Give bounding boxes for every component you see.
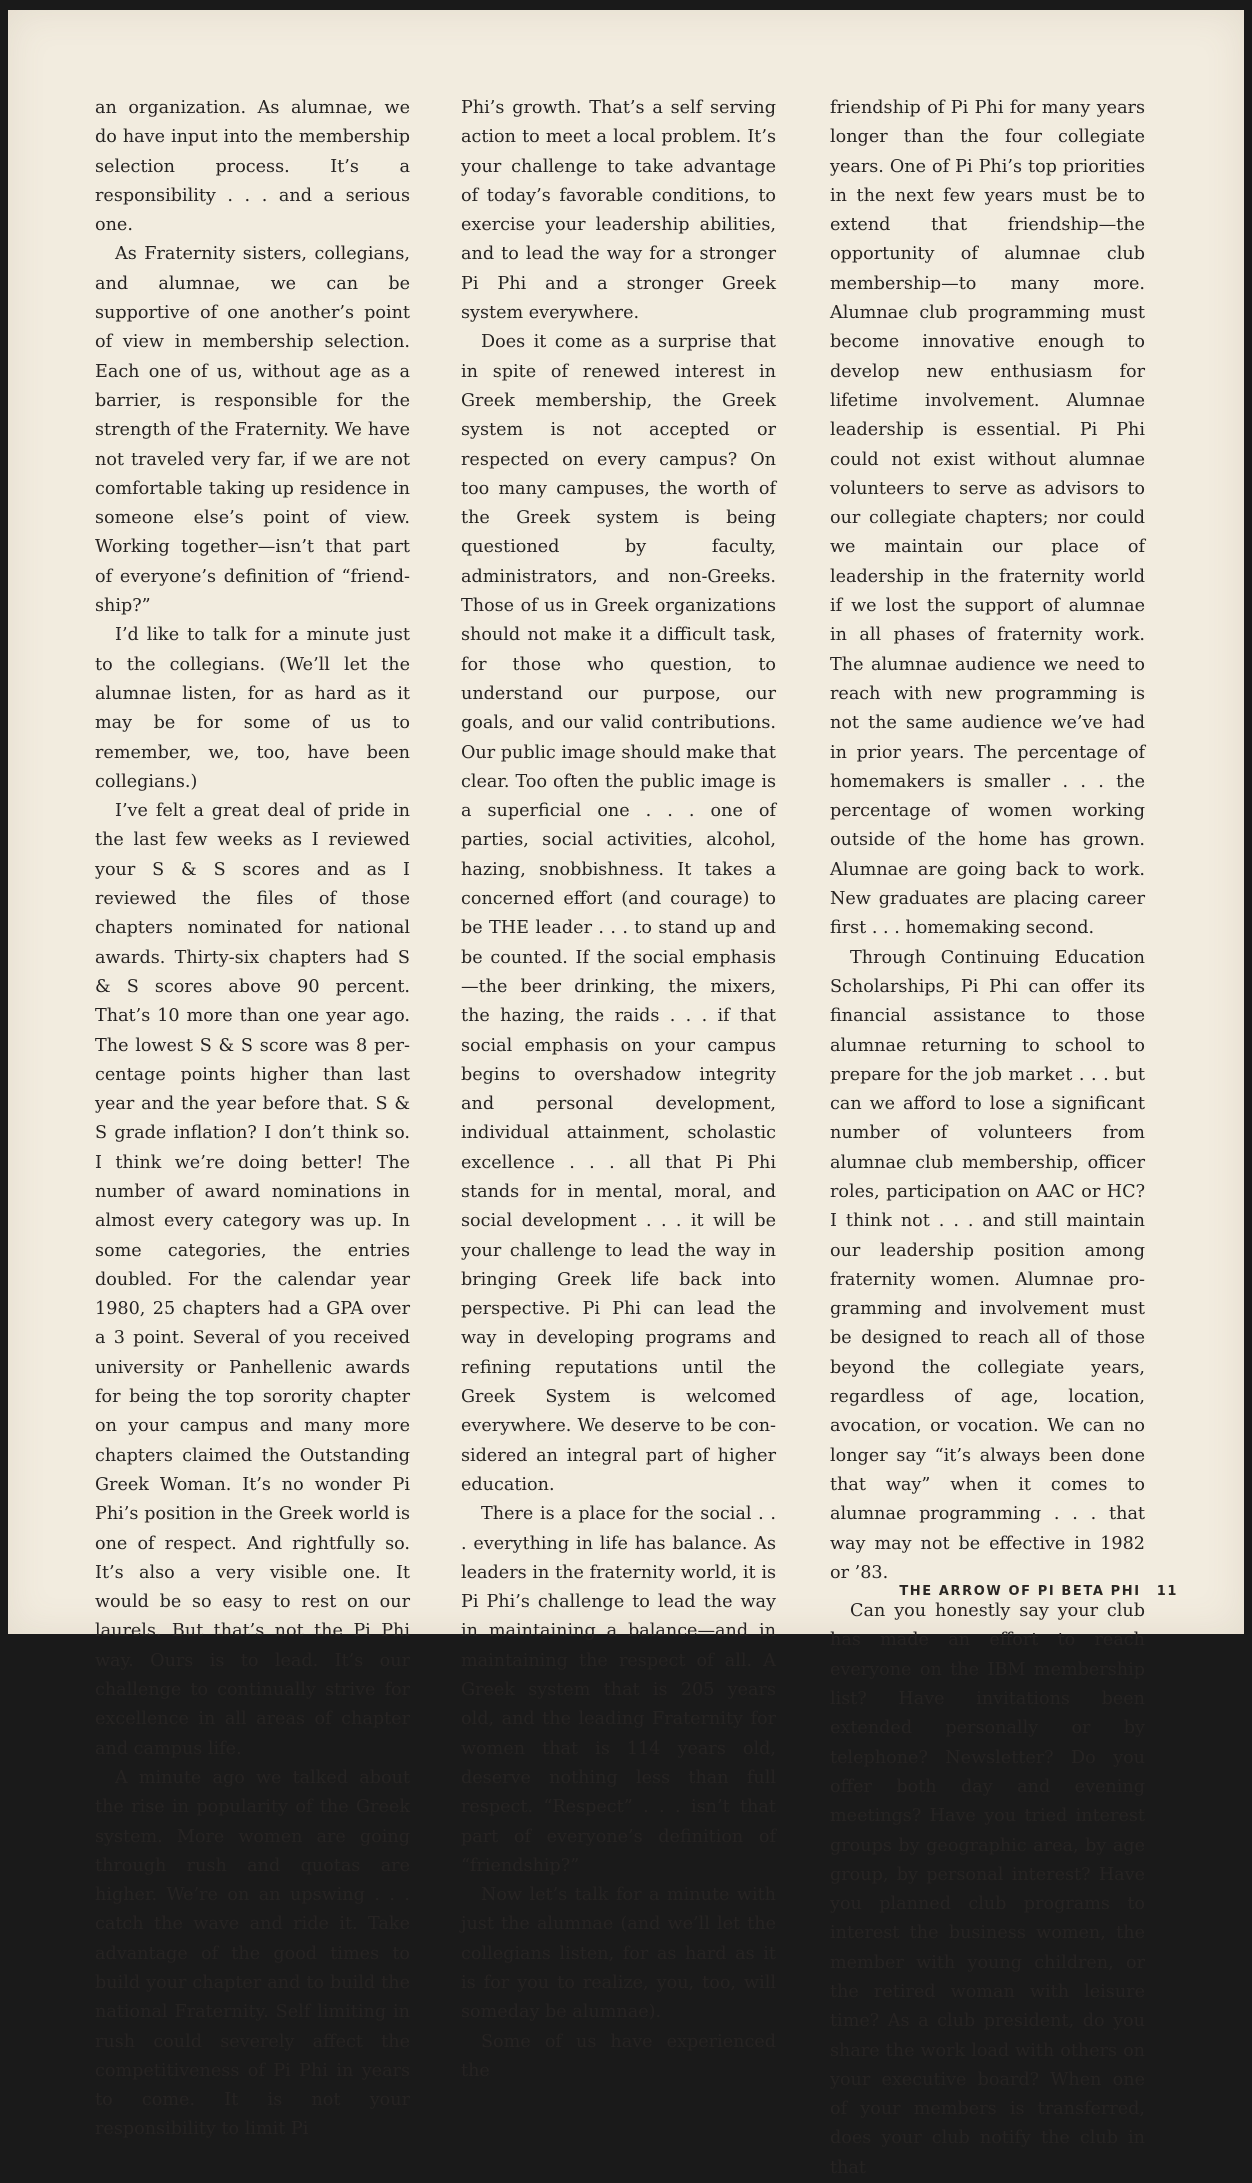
paragraph: Can you honestly say your club has made an effort to reach everyone on the IBM membership list? Have invitations been extended personally or by telephone? Newsletter? Do you offer both day and evening meetings? Have you tried interest groups by geographic area, by age group, by personal interest? Have you planned club programs to interest the business women, the member with young children, or the retired woman with leisure time? As a club president, do you share the work load with others on your executive board? When one of your members is transferred, does your club notify the club in that [830,1601,1145,2178]
text-column-3 [830,94,1145,2183]
paragraph: Some of us have experienced the [461,2031,776,2081]
paragraph: an organization. As alumnae, we do have input into the membership selection process. It’s a responsibility . . . and a serious one. [95,98,410,236]
paragraph: I’ve felt a great deal of pride in the last few weeks as I reviewed your S & S scores and as I reviewed the files of those chapters nominated for national awards. Thirty-six chapters had S & S scores above 90 percent. That’s 10 more than one year ago. The lowest S & S score was 8 percentage points higher than last year and the year before that. S & S grade inflation? I don’t think so. I think we’re doing better! The number of award nominations in almost every category was up. In some categories, the entries doubled. For the calendar year 1980, 25 chapters had a GPA over a 3 point. Several of you received university or Panhellenic awards for being the top sorority chapter on your campus and many more chapters claimed the Outstanding Greek Woman. It’s no wonder Pi Phi’s position in the Greek world is one of respect. And rightfully so. It’s also a very visible one. It would be so easy to rest on our laurels. But that’s not the Pi Phi way. Ours is to lead. It’s our challenge to continually strive for excellence in all areas of chapter and campus life. [95,801,410,1759]
paragraph: Phi’s growth. That’s a self serving action to meet a local problem. It’s your challenge to take advantage of today’s favorable conditions, to exercise your leadership abilities, and to lead the way for a stronger Pi Phi and a stronger Greek system everywhere. [461,98,776,324]
page-footer [876,1584,1178,1599]
paragraph: I’d like to talk for a minute just to the collegians. (We’ll let the alumnae listen, for as hard as it may be for some of us to remember, we, too, have been collegians.) [95,625,410,792]
paragraph: friendship of Pi Phi for many years longer than the four collegiate years. One of Pi Phi’s top priorities in the next few years must be to extend that friendship—the opportunity of alumnae club membership—to many more. Alumnae club programming must become innovative enough to develop new enthusiasm for lifetime involvement. Alumnae leadership is essential. Pi Phi could not exist without alumnae volunteers to serve as advisors to our collegiate chapters; nor could we maintain our place of leadership in the fraternity world if we lost the support of alumnae in all phases of fraternity work. The alumnae audience we need to reach with new programming is not the same audience we’ve had in prior years. The percentage of homemakers is smaller . . . the percentage of women working outside of the home has grown. Alumnae are going back to work. New graduates are placing career first . . . homemaking second. [830,98,1145,939]
text-column-2 [461,94,776,2086]
paragraph: Does it come as a surprise that in spite of renewed interest in Greek membership, the Greek system is not accepted or respected on every campus? On too many campuses, the worth of the Greek system is being questioned by faculty, administrators, and non-Greeks. Those of us in Greek organizations should not make it a difficult task, for those who question, to understand our purpose, our goals, and our valid contributions. Our public image should make that clear. Too often the public image is a superficial one . . . one of parties, social activities, alcohol, hazing, snobbishness. It takes a concerned effort (and courage) to be THE leader . . . to stand up and be counted. If the social emphasis—the beer drinking, the mixers, the hazing, the raids . . . if that social emphasis on your campus begins to overshadow integrity and personal development, individual attainment, scholastic excellence . . . all that Pi Phi stands for in mental, moral, and social development . . . it will be your challenge to lead the way in bringing Greek life back into perspective. Pi Phi can lead the way in developing programs and refining reputations until the Greek System is welcomed everywhere. We deserve to be considered an integral part of higher education. [461,332,776,1495]
publication-title: THE ARROW OF PI BETA PHI [899,1584,1141,1599]
magazine-page [8,10,1244,2178]
paragraph: As Fraternity sisters, collegians, and alumnae, we can be supportive of one another’s point of view in membership selection. Each one of us, without age as a barrier, is responsible for the strength of the Fraternity. We have not traveled very far, if we are not comfortable taking up residence in someone else’s point of view. Working together—isn’t that part of everyone’s definition of “friendship?” [95,244,410,617]
paragraph: A minute ago we talked about the rise in popularity of the Greek system. More women are going through rush and quotas are higher. We’re on an upswing . . . catch the wave and ride it. Take advantage of the good times to build your chapter and to build the national Fraternity. Self limiting in rush could severely affect the competitiveness of Pi Phi in years to come. It is not your responsibility to limit Pi [95,1767,410,2140]
paragraph: Now let’s talk for a minute with just the alumnae (and we’ll let the collegians listen, for as hard as it is for you to realize, you, too, will someday be alumnae). [461,1885,776,2023]
paragraph: Through Continuing Education Scholarships, Pi Phi can offer its financial assistance to those alumnae returning to school to prepare for the job market . . . but can we afford to lose a significant number of volunteers from alumnae club membership, officer roles, participation on AAC or HC? I think not . . . and still maintain our leadership position among fraternity women. Alumnae programming and involvement must be designed to reach all of those beyond the collegiate years, regardless of age, location, avocation, or vocation. We can no longer say “it’s always been done that way” when it comes to alumnae programming . . . that way may not be effective in 1982 or ’83. [830,947,1145,1583]
paragraph: There is a place for the social . . . everything in life has balance. As leaders in the fraternity world, it is Pi Phi’s challenge to lead the way in maintaining a balance—and in maintaining the respect of all. A Greek system that is 205 years old, and the leading Fraternity for women that is 114 years old, deserve nothing less than full respect. “Respect” . . . isn’t that part of everyone’s definition of “friendship?” [461,1504,776,1876]
text-column-1 [95,94,410,2145]
page-number: 11 [1156,1584,1178,1599]
